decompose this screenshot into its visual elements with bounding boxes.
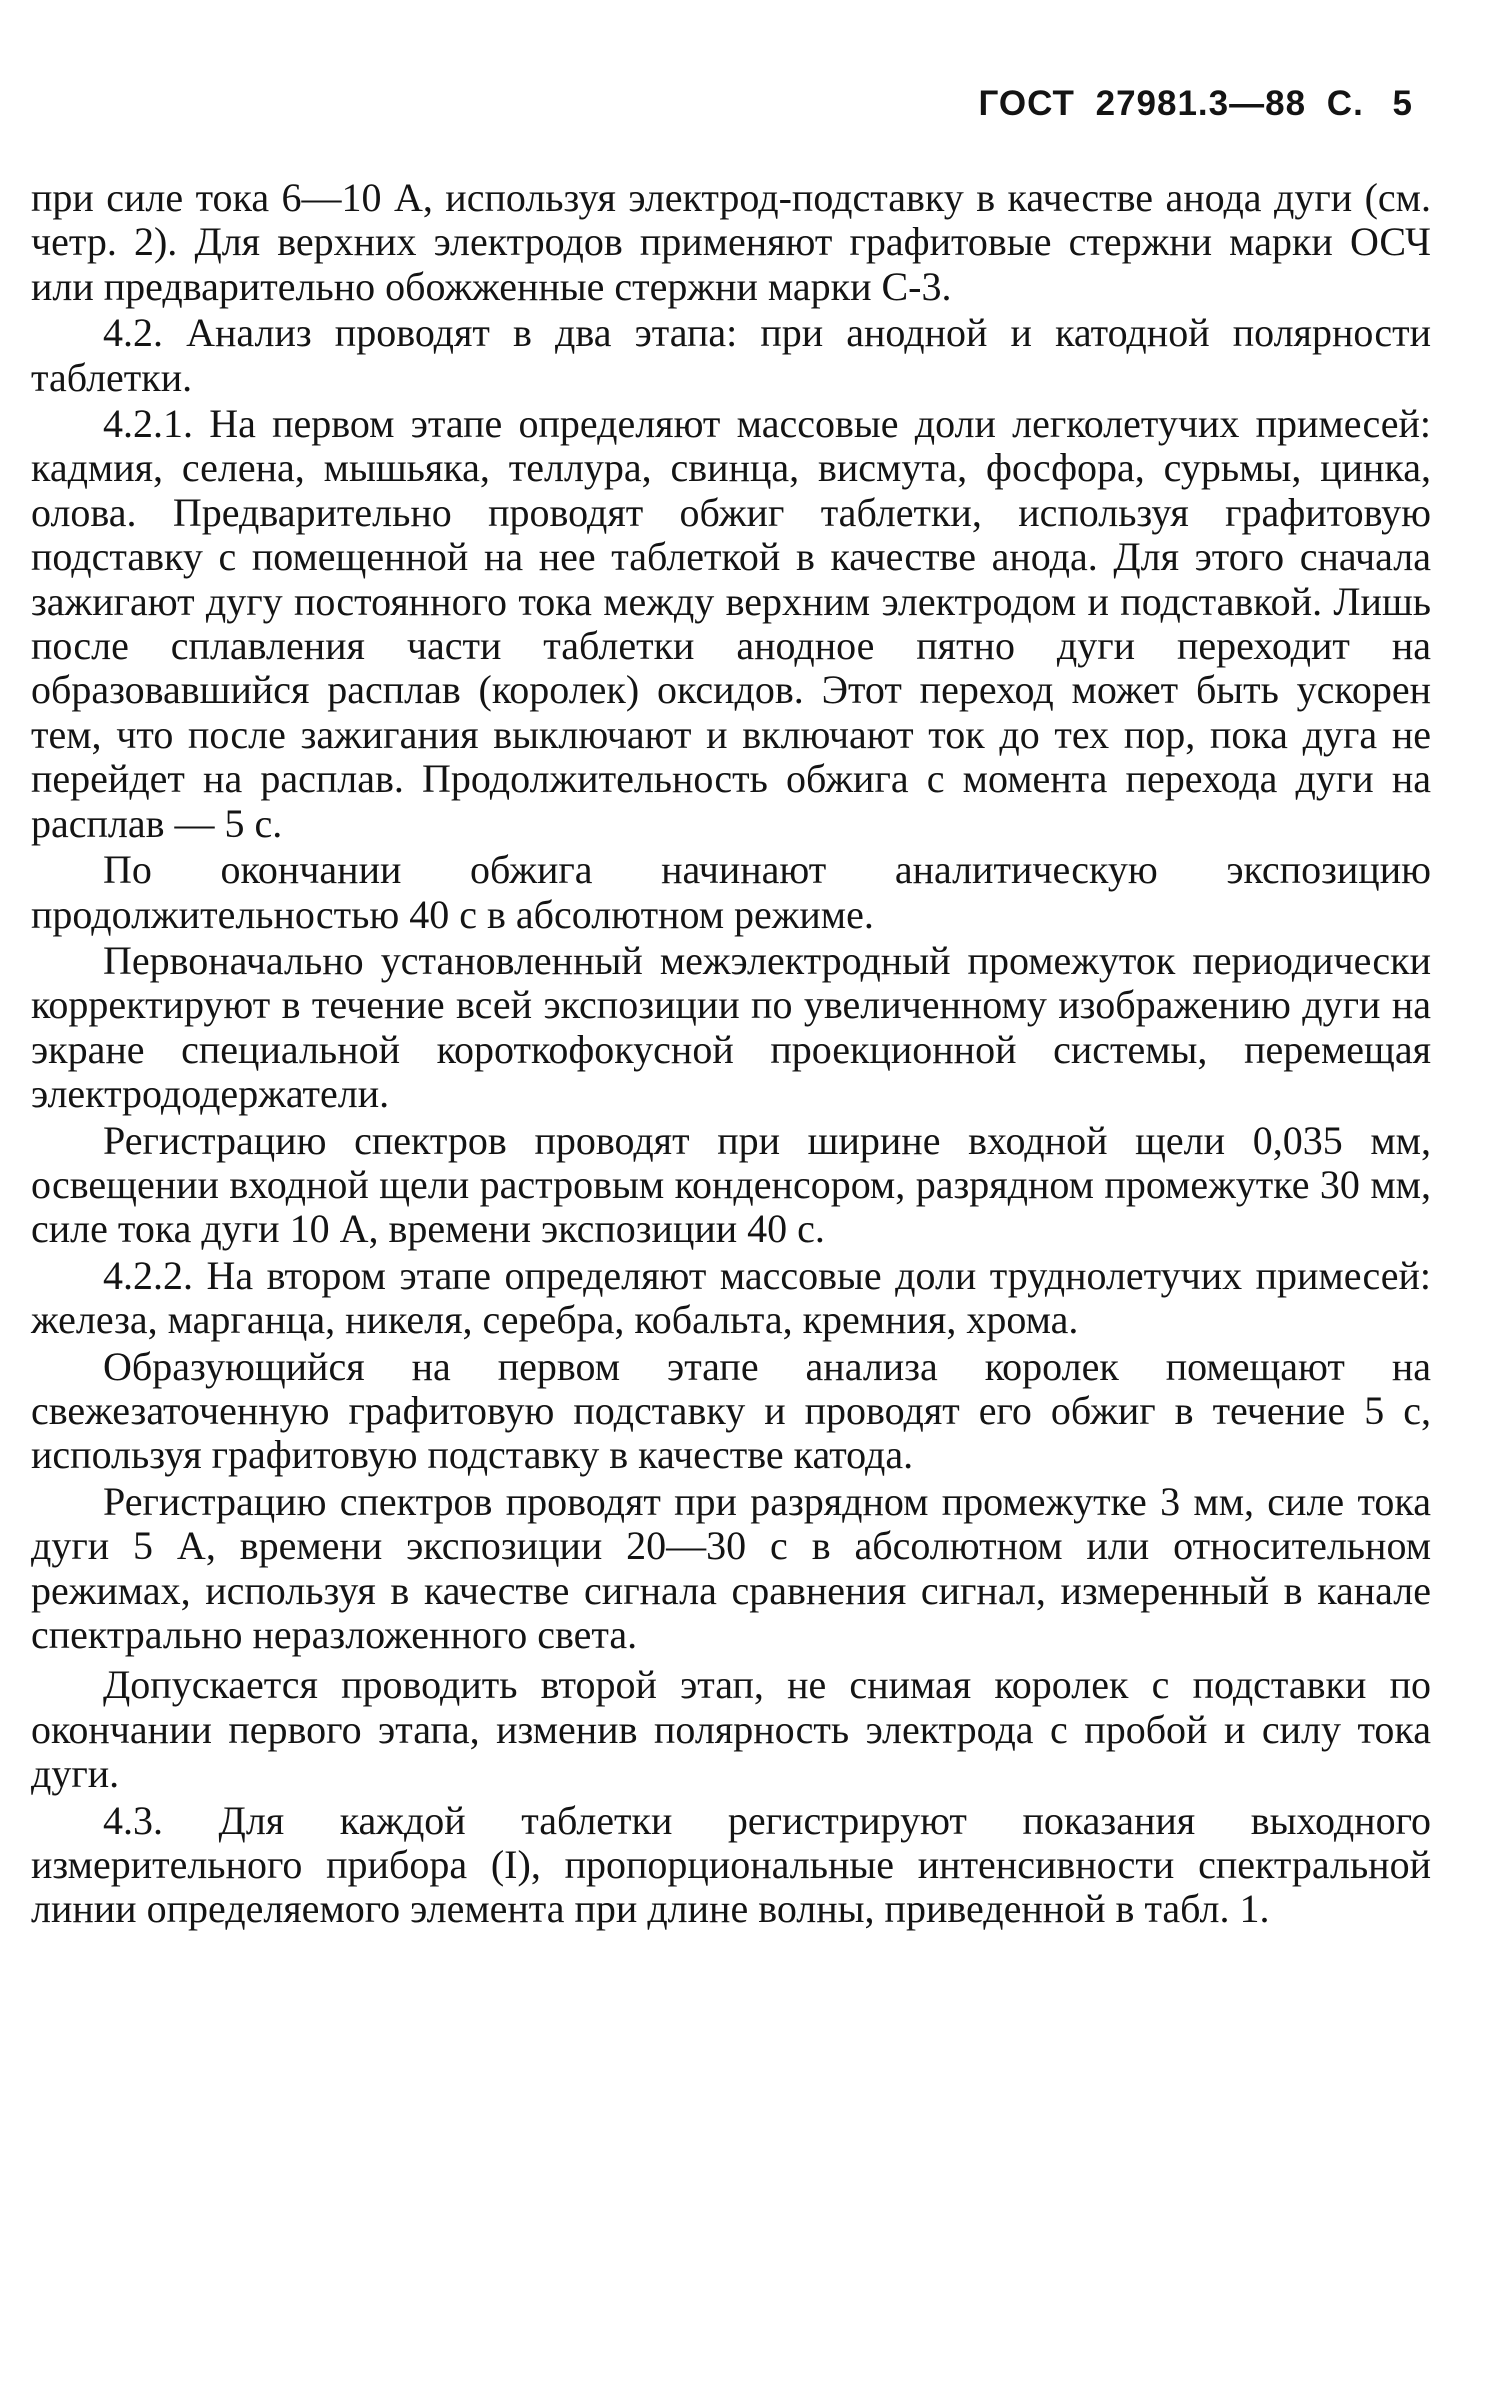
standard-label: ГОСТ xyxy=(978,84,1075,123)
paragraph-continuation: при силе тока 6—10 А, используя электрод-подставку в качестве анода дуги (см. четр. 2). Для верхних электродов применяют графитовые стержни марки ОСЧ или предварительно обожженные стержни марки С-3. xyxy=(31,175,1431,309)
paragraph-annealing-end: По окончании обжига начинают аналитическую экспозицию продолжительностью 40 с в абсолютном режиме. xyxy=(31,847,1431,937)
standard-number: 27981.3—88 xyxy=(1095,84,1307,123)
page-header xyxy=(968,84,1413,124)
paragraph-allowance: Допускается проводить второй этап, не снимая королек с подставки по окончании первого этапа, изменив полярность электрода с пробой и силу тока дуги. xyxy=(31,1662,1431,1797)
page-number: 5 xyxy=(1392,84,1413,123)
body-text xyxy=(31,176,1431,1932)
paragraph-4-2-2: 4.2.2. На втором этапе определяют массовые доли труднолетучих примесей: железа, марганца, никеля, серебра, кобальта, кремния, хрома. xyxy=(31,1252,1431,1343)
paragraph-4-3: 4.3. Для каждой таблетки регистрируют показания выходного измерительного прибора (I), пропорциональные интенсивности спектральной линии определяемого элемента при длине волны, приведенной в табл. 1. xyxy=(31,1797,1431,1932)
paragraph-4-2-1: 4.2.1. На первом этапе определяют массовые доли легколетучих примесей: кадмия, селена, мышьяка, теллура, свинца, висмута, фосфора, сурьмы, цинка, олова. Предварительно проводят обжиг таблетки, используя графитовую подставку с помещенной на нее таблеткой в качестве анода. Для этого сначала зажигают дугу постоянного тока между верхним электродом и подставкой. Лишь после сплавления части таблетки анодное пятно дуги переходит на образовавшийся расплав (королек) оксидов. Этот переход может быть ускорен тем, что после зажигания выключают и включают ток до тех пор, пока дуга не перейдет на расплав. Продолжительность обжига с момента перехода дуги на расплав — 5 с. xyxy=(31,401,1431,846)
page-prefix: С. xyxy=(1326,84,1364,123)
paragraph-4-2: 4.2. Анализ проводят в два этапа: при анодной и катодной полярности таблетки. xyxy=(31,310,1431,400)
paragraph-registration-2: Регистрацию спектров проводят при разрядном промежутке 3 мм, силе тока дуги 5 А, времени экспозиции 20—30 с в абсолютном или относительном режимах, используя в качестве сигнала сравнения сигнал, измеренный в канале спектрально неразложенного света. xyxy=(31,1478,1431,1657)
paragraph-electrode-gap: Первоначально установленный межэлектродный промежуток периодически корректируют в течение всей экспозиции по увеличенному изображению дуги на экране специальной короткофокусной проекционной системы, перемещая электрододержатели. xyxy=(31,937,1431,1117)
paragraph-registration-1: Регистрацию спектров проводят при ширине входной щели 0,035 мм, освещении входной щели растровым конденсором, разрядном промежутке 30 мм, силе тока дуги 10 А, времени экспозиции 40 с. xyxy=(31,1117,1431,1252)
paragraph-bead-annealing: Образующийся на первом этапе анализа королек помещают на свежезаточенную графитовую подставку и проводят его обжиг в течение 5 с, используя графитовую подставку в качестве катода. xyxy=(31,1343,1431,1478)
